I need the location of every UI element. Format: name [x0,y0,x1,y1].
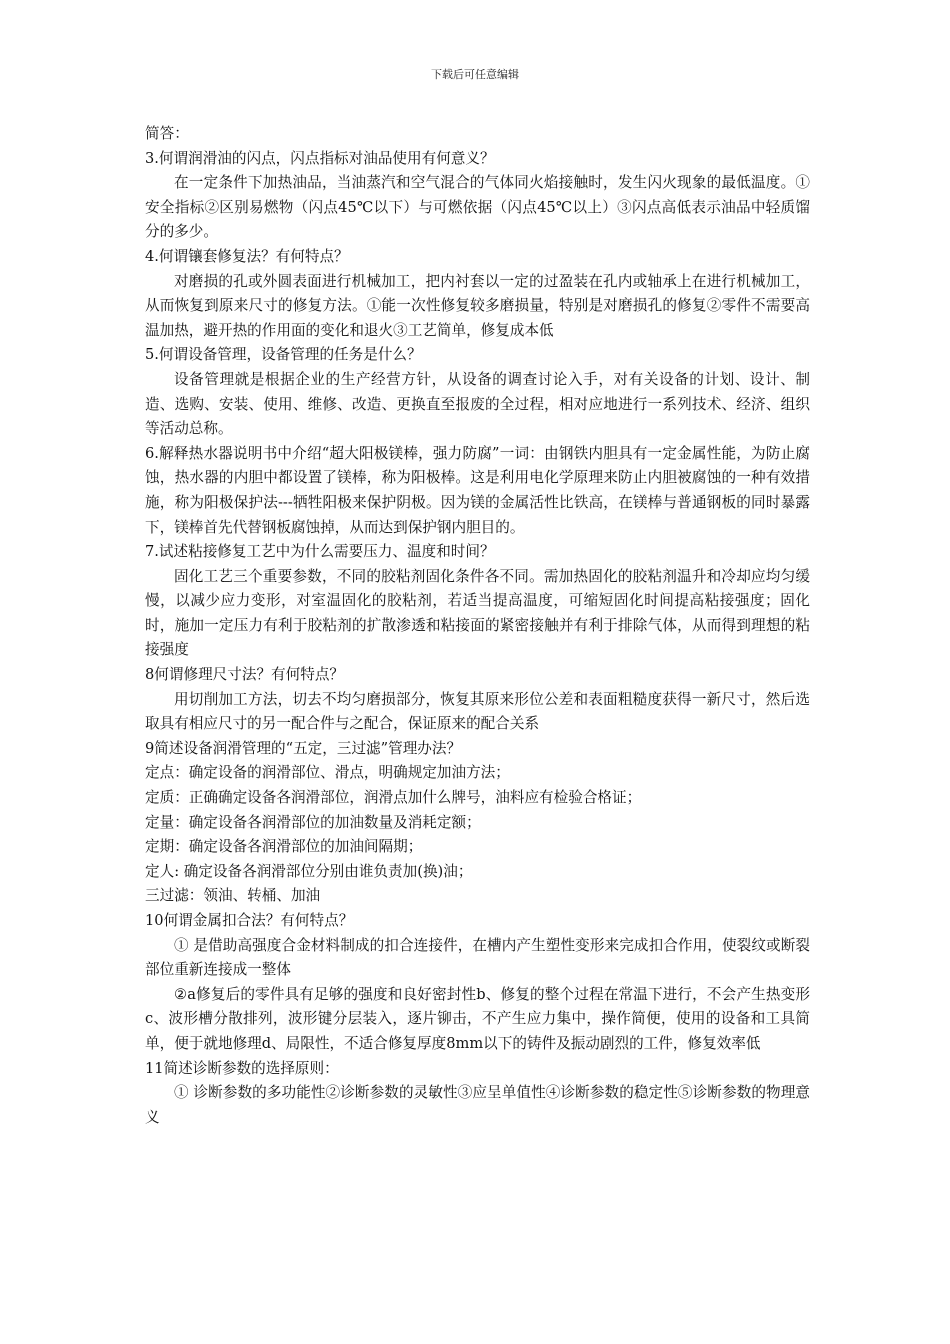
answer-paragraph: ②a修复后的零件具有足够的强度和良好密封性b、修复的整个过程在常温下进行，不会产生热变形c、波形槽分散排列，波形键分层装入，逐片铆击，不产生应力集中，操作简便，使用的设备和工具简单，便于就地修理d、局限性，不适合修复厚度8mm以下的铸件及振动剧烈的工件，修复效率低 [145,985,810,1052]
answer-paragraph: ① 诊断参数的多功能性②诊断参数的灵敏性③应呈单值性④诊断参数的稳定性⑤诊断参数的物理意义 [145,1084,810,1126]
answer-paragraph: 设备管理就是根据企业的生产经营方针，从设备的调查讨论入手，对有关设备的计划、设计、制造、选购、安装、使用、维修、改造、更换直至报废的全过程，相对应地进行一系列技术、经济、组织等活动总称。 [145,370,810,438]
answer-paragraph: 对磨损的孔或外圆表面进行机械加工，把内衬套以一定的过盈装在孔内或轴承上在进行机械加工，从而恢复到原来尺寸的修复方法。①能一次性修复较多磨损量，特别是对磨损孔的修复②零件不需要高温加热，避开热的作用面的变化和退火③工艺简单，修复成本低 [145,272,810,339]
page-header: 下载后可任意编辑 [431,68,519,81]
question-paragraph: 8何谓修理尺寸法？有何特点？ [145,666,345,684]
list-item: 三过滤：领油、转桶、加油 [145,887,321,905]
question-paragraph: 7.试述粘接修复工艺中为什么需要压力、温度和时间？ [145,543,495,561]
list-item: 定点：确定设备的润滑部位、滑点，明确规定加油方法； [145,764,510,782]
list-item: 定质：正确确定设备各润滑部位，润滑点加什么牌号，油料应有检验合格证； [145,789,642,807]
answer-paragraph: 固化工艺三个重要参数，不同的胶粘剂固化条件各不同。需加热固化的胶粘剂温升和冷却应均匀缓慢，以减少应力变形，对室温固化的胶粘剂，若适当提高温度，可缩短固化时间提高粘接强度；固化时，施加一定压力有利于胶粘剂的扩散渗透和粘接面的紧密接触并有利于排除气体，从而得到理想的粘接强度 [145,567,810,659]
question-paragraph: 5.何谓设备管理，设备管理的任务是什么？ [145,346,422,364]
answer-paragraph: 用切削加工方法，切去不均匀磨损部分，恢复其原来形位公差和表面粗糙度获得一新尺寸，然后选取具有相应尺寸的另一配合件与之配合，保证原来的配合关系 [145,690,810,733]
question-paragraph: 10何谓金属扣合法？有何特点？ [145,912,354,929]
question-paragraph: 3.何谓润滑油的闪点，闪点指标对油品使用有何意义？ [145,149,495,167]
question-paragraph: 4.何谓镶套修复法？有何特点？ [145,247,349,265]
list-item: 定期：确定设备各润滑部位的加油间隔期； [145,838,423,856]
answer-paragraph: ① 是借助高强度合金材料制成的扣合连接件，在槽内产生塑性变形来完成扣合作用，使裂纹或断裂部位重新连接成一整体 [145,936,810,979]
question-paragraph: 9简述设备润滑管理的“五定，三过滤”管理办法？ [145,739,462,757]
document-body [145,122,810,1130]
list-item: 定人: 确定设备各润滑部位分别由谁负责加(换)油； [145,862,473,880]
question-paragraph: 6.解释热水器说明书中介绍“超大阳极镁棒，强力防腐”一词：由钢铁内胆具有一定金属性能，为防止腐蚀，热水器的内胆中都设置了镁棒，称为阳极棒。这是利用电化学原理来防止内胆被腐蚀的一种有效措施，称为阳极保护法---牺牲阳极来保护阴极。因为镁的金属活性比铁高，在镁棒与普通钢板的同时暴露下，镁棒首先代替钢板腐蚀掉，从而达到保护钢内胆目的。 [145,444,810,536]
list-item: 定量：确定设备各润滑部位的加油数量及消耗定额； [145,813,481,831]
question-paragraph: 11简述诊断参数的选择原则： [145,1059,339,1077]
answer-paragraph: 在一定条件下加热油品，当油蒸汽和空气混合的气体同火焰接触时，发生闪火现象的最低温度。①安全指标②区别易燃物（闪点45℃以下）与可燃依据（闪点45℃以上）③闪点高低表示油品中轻质馏分的多少。 [145,174,810,241]
section-title: 简答： [145,125,189,142]
